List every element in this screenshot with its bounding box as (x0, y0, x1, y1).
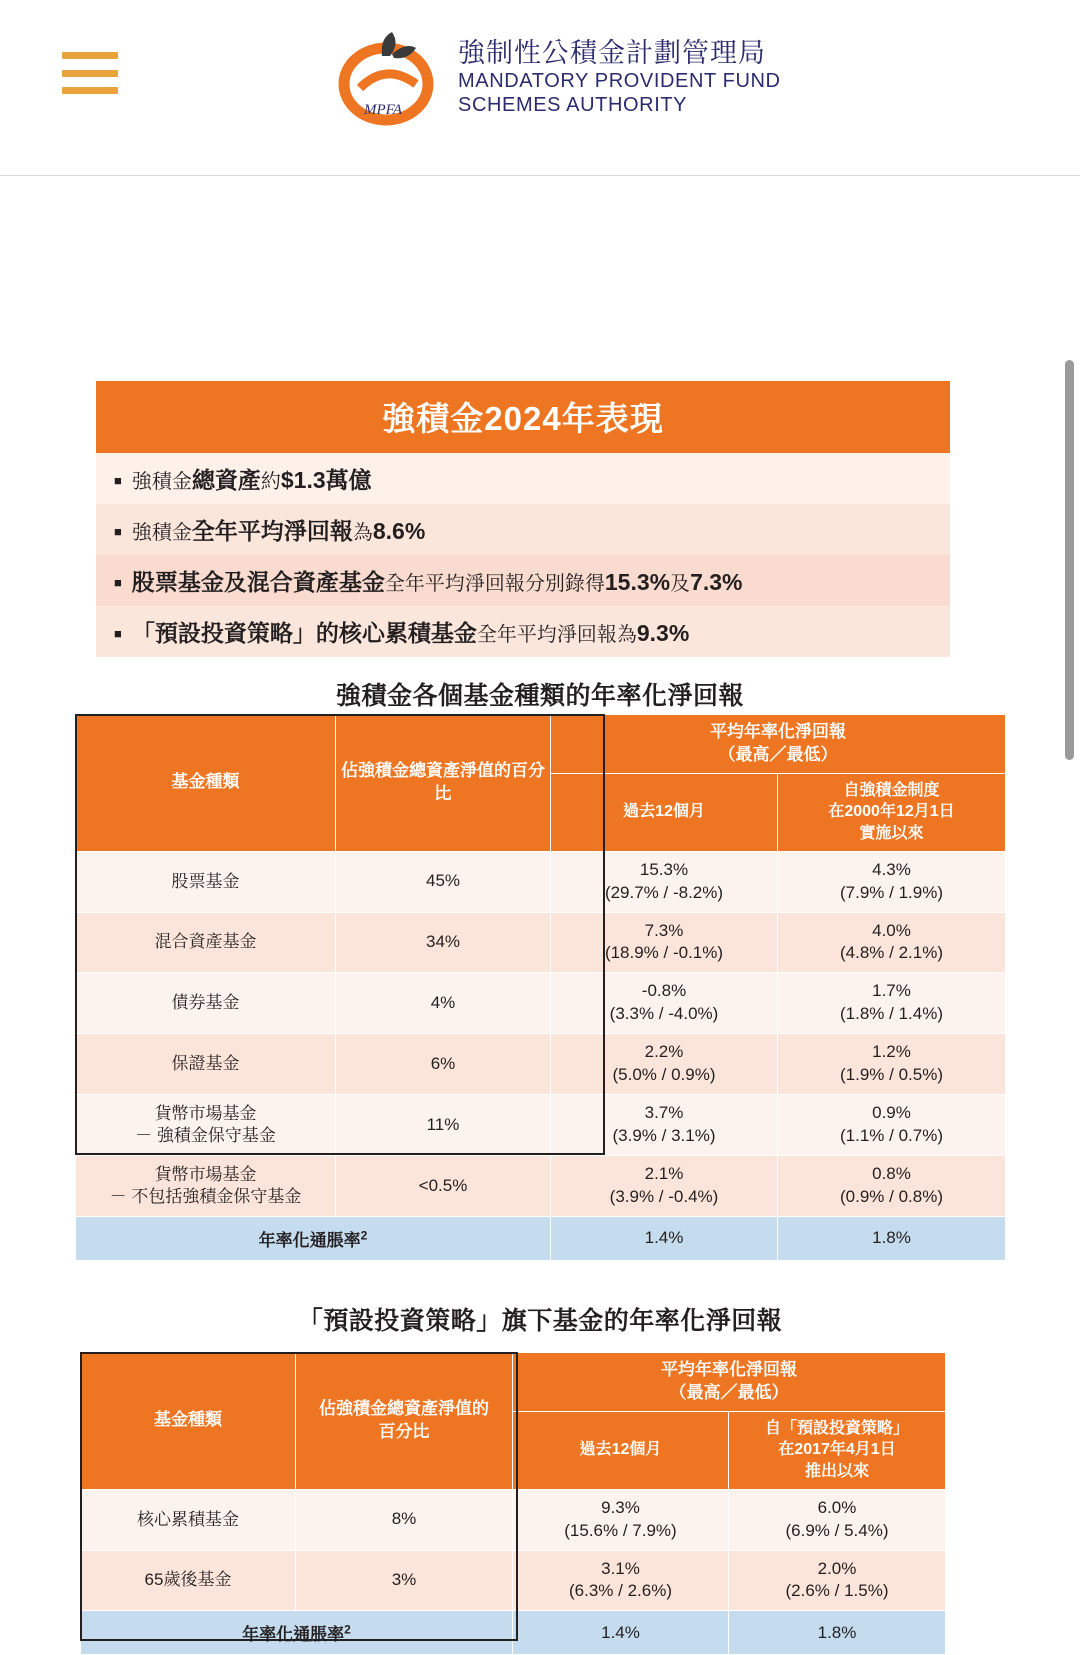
brand-text (458, 38, 781, 117)
th2-last-12-months: 過去12個月 (513, 1411, 729, 1489)
dis-row2-return-since (729, 1550, 946, 1611)
dis-row2-return-12m-main: 3.1% (601, 1558, 640, 1578)
highlight-item-2 (96, 504, 950, 555)
row2-return-12m-range: (18.9% / -0.1%) (604, 943, 724, 963)
row4-return-since-main: 1.2% (872, 1042, 911, 1062)
row4-return-12m (551, 1034, 778, 1095)
th2-since-inception (729, 1411, 946, 1489)
row2-return-12m (551, 912, 778, 973)
dis-inflation-since: 1.8% (729, 1611, 946, 1655)
th2-avg-return-line1: 平均年率化淨回報 (661, 1360, 797, 1379)
row3-return-since-main: 1.7% (872, 981, 911, 1001)
bullet-square-icon: ■ (114, 524, 122, 539)
highlight-1-emph2: $1.3萬億 (280, 467, 372, 493)
row1-return-12m-range: (29.7% / -8.2%) (604, 882, 724, 902)
th2-since-line3: 推出以來 (804, 1463, 869, 1481)
row5-return-12m (551, 1095, 778, 1156)
th-fund-type: 基金種類 (76, 715, 336, 852)
row3-return-since-range: (1.8% / 1.4%) (840, 1004, 943, 1024)
dis-row2-return-12m-range: (6.3% / 2.6%) (569, 1581, 672, 1601)
hamburger-bar-2 (62, 70, 118, 77)
th2-share-of-nav (296, 1353, 513, 1490)
th-last-12-months: 過去12個月 (551, 773, 778, 851)
highlight-2-emph1: 全年平均淨回報 (191, 518, 353, 544)
th2-avg-return-group (513, 1353, 946, 1412)
row1-share: 45% (336, 851, 551, 912)
svg-text:MPFA: MPFA (364, 102, 403, 118)
th-avg-return-line2: （最高／最低） (718, 744, 838, 764)
row5-return-12m-range: (3.9% / 3.1%) (612, 1126, 716, 1146)
th-avg-return-line1: 平均年率化淨回報 (710, 722, 846, 741)
dis-row1-share: 8% (296, 1489, 513, 1550)
th-since-line3: 實施以來 (859, 825, 924, 843)
row6-fund-name-line2: － 不包括強積金保守基金 (109, 1186, 302, 1206)
row2-return-since-range: (4.8% / 2.1%) (840, 943, 943, 963)
row5-fund-name (76, 1095, 336, 1156)
table-row (76, 1095, 1006, 1156)
table-row (76, 973, 1006, 1034)
dis-row1-fund-name: 核心累積基金 (81, 1489, 296, 1550)
hamburger-bar-1 (62, 52, 118, 59)
dis-row2-return-since-range: (2.6% / 1.5%) (785, 1581, 889, 1601)
row2-return-since (778, 912, 1006, 973)
highlight-1-lead: 強積金 (131, 471, 192, 493)
highlight-3-emph2: 15.3% (604, 569, 671, 595)
dis-inflation-footnote-marker: 2 (344, 1622, 351, 1637)
inflation-label-cell (76, 1216, 551, 1260)
highlight-4-mid: 全年平均淨回報為 (476, 624, 637, 646)
inflation-since: 1.8% (778, 1216, 1006, 1260)
dis-inflation-label: 年率化通脹率 (242, 1625, 345, 1645)
row2-share: 34% (336, 912, 551, 973)
th2-share-line1: 佔強積金總資產淨值的 (319, 1398, 489, 1418)
org-name-en-line2: SCHEMES AUTHORITY (458, 93, 688, 116)
highlights-title: 強積金2024年表現 (96, 381, 950, 453)
row2-fund-name: 混合資產基金 (76, 912, 336, 973)
org-name-en-line1: MANDATORY PROVIDENT FUND (458, 70, 781, 93)
th-since-line1: 自強積金制度 (843, 781, 940, 799)
row3-return-12m-range: (3.3% / -4.0%) (609, 1004, 719, 1024)
row4-fund-name: 保證基金 (76, 1034, 336, 1095)
row3-return-12m-main: -0.8% (641, 981, 687, 1001)
th2-fund-type: 基金種類 (81, 1353, 296, 1490)
row6-share: <0.5% (336, 1156, 551, 1217)
row5-share: 11% (336, 1095, 551, 1156)
row5-fund-name-line1: 貨幣市場基金 (154, 1104, 257, 1123)
highlight-3-mid2: 及 (670, 573, 691, 595)
highlight-1-emph1: 總資產 (191, 467, 261, 493)
highlight-4-emph1: 「預設投資策略」的核心累積基金 (131, 620, 477, 646)
mpfa-logo-icon (330, 28, 442, 128)
highlight-2-mid: 為 (352, 522, 373, 544)
row5-return-since-range: (1.1% / 0.7%) (840, 1126, 943, 1146)
table-row (76, 912, 1006, 973)
row6-return-since-range: (0.9% / 0.8%) (840, 1186, 943, 1206)
dis-row1-return-since-main: 6.0% (817, 1497, 857, 1517)
inflation-label: 年率化通脹率 (258, 1230, 361, 1250)
row6-fund-name (76, 1156, 336, 1217)
bullet-square-icon: ■ (114, 575, 122, 590)
hamburger-bar-3 (62, 87, 118, 94)
dis-row1-return-since (729, 1489, 946, 1550)
th-avg-return-group (551, 715, 1006, 774)
highlight-1-mid: 約 (260, 471, 281, 493)
highlight-3-emph1: 股票基金及混合資產基金 (131, 569, 385, 595)
row4-return-12m-range: (5.0% / 0.9%) (612, 1065, 716, 1085)
highlight-2-emph2: 8.6% (372, 518, 426, 544)
row2-return-12m-main: 7.3% (644, 920, 684, 940)
row5-fund-name-line2: － 強積金保守基金 (135, 1126, 276, 1146)
row1-return-since-range: (7.9% / 1.9%) (840, 882, 943, 902)
inflation-row (76, 1216, 1006, 1260)
row5-return-since (778, 1095, 1006, 1156)
highlight-item-3 (96, 555, 950, 606)
th2-since-line2: 在2017年4月1日 (778, 1441, 896, 1459)
dis-row1-return-12m-range: (15.6% / 7.9%) (564, 1520, 677, 1540)
row1-fund-name: 股票基金 (76, 851, 336, 912)
row6-fund-name-line1: 貨幣市場基金 (154, 1164, 257, 1184)
row4-return-since (778, 1034, 1006, 1095)
dis-row2-share: 3% (296, 1550, 513, 1611)
dis-row1-return-12m (513, 1489, 729, 1550)
th2-since-line1: 自「預設投資策略」 (764, 1419, 909, 1437)
dis-returns-table (80, 1352, 946, 1655)
dis-row2-return-12m (513, 1550, 729, 1611)
table-row (76, 1156, 1006, 1217)
th-since-inception (778, 773, 1006, 851)
hamburger-menu-icon[interactable] (62, 52, 118, 94)
row4-return-since-range: (1.9% / 0.5%) (840, 1065, 943, 1085)
row3-fund-name: 債券基金 (76, 973, 336, 1034)
org-name-zh: 強制性公積金計劃管理局 (458, 38, 766, 69)
highlight-3-emph3: 7.3% (690, 569, 743, 595)
dis-row1-return-since-range: (6.9% / 5.4%) (785, 1520, 889, 1540)
dis-row2-return-since-main: 2.0% (817, 1558, 857, 1578)
row4-share: 6% (336, 1034, 551, 1095)
highlight-2-lead: 強積金 (131, 522, 192, 544)
row6-return-since (778, 1156, 1006, 1217)
row6-return-12m (551, 1156, 778, 1217)
th2-share-line2: 百分比 (378, 1421, 430, 1441)
row6-return-since-main: 0.8% (872, 1164, 911, 1184)
table-header-row-1 (76, 715, 1006, 774)
row2-return-since-main: 4.0% (872, 920, 911, 940)
row1-return-12m-main: 15.3% (639, 859, 689, 879)
th-since-line2: 在2000年12月1日 (828, 803, 955, 821)
th-share-of-nav (336, 715, 551, 852)
row6-return-12m-main: 2.1% (644, 1164, 684, 1184)
table-row (76, 851, 1006, 912)
row1-return-12m (551, 851, 778, 912)
highlight-item-1 (96, 453, 950, 504)
table2-title: 「預設投資策略」旗下基金的年率化淨回報 (297, 1307, 783, 1335)
inflation-12m: 1.4% (551, 1216, 778, 1260)
row5-return-12m-main: 3.7% (644, 1103, 684, 1123)
highlight-3-mid: 全年平均淨回報分別錄得 (384, 573, 605, 595)
dis-row2-fund-name: 65歲後基金 (81, 1550, 296, 1611)
row6-return-12m-range: (3.9% / -0.4%) (609, 1186, 719, 1206)
inflation-footnote-marker: 2 (360, 1228, 368, 1243)
table-row (81, 1550, 946, 1611)
table1-title: 強積金各個基金種類的年率化淨回報 (335, 682, 744, 710)
row1-return-since-main: 4.3% (872, 859, 911, 879)
table2-header-row-1 (81, 1353, 946, 1412)
site-header (0, 0, 1080, 176)
highlight-4-emph2: 9.3% (636, 620, 690, 646)
bullet-square-icon: ■ (114, 473, 122, 488)
row3-return-12m (551, 973, 778, 1034)
highlight-item-4 (96, 606, 950, 657)
row1-return-since (778, 851, 1006, 912)
row4-return-12m-main: 2.2% (644, 1042, 684, 1062)
bullet-square-icon: ■ (114, 626, 122, 641)
th-share-line1: 佔強積金總資產淨值的百分比 (341, 760, 545, 803)
brand-lockup[interactable] (330, 28, 781, 128)
th2-avg-return-line2: （最高／最低） (669, 1382, 789, 1402)
dis-inflation-12m: 1.4% (513, 1611, 729, 1655)
row3-return-since (778, 973, 1006, 1034)
row3-share: 4% (336, 973, 551, 1034)
table-row (81, 1489, 946, 1550)
table-row (76, 1034, 1006, 1095)
dis-row1-return-12m-main: 9.3% (601, 1497, 640, 1517)
row5-return-since-main: 0.9% (872, 1103, 911, 1123)
fund-returns-table (75, 714, 1006, 1261)
highlights-panel (96, 381, 950, 657)
